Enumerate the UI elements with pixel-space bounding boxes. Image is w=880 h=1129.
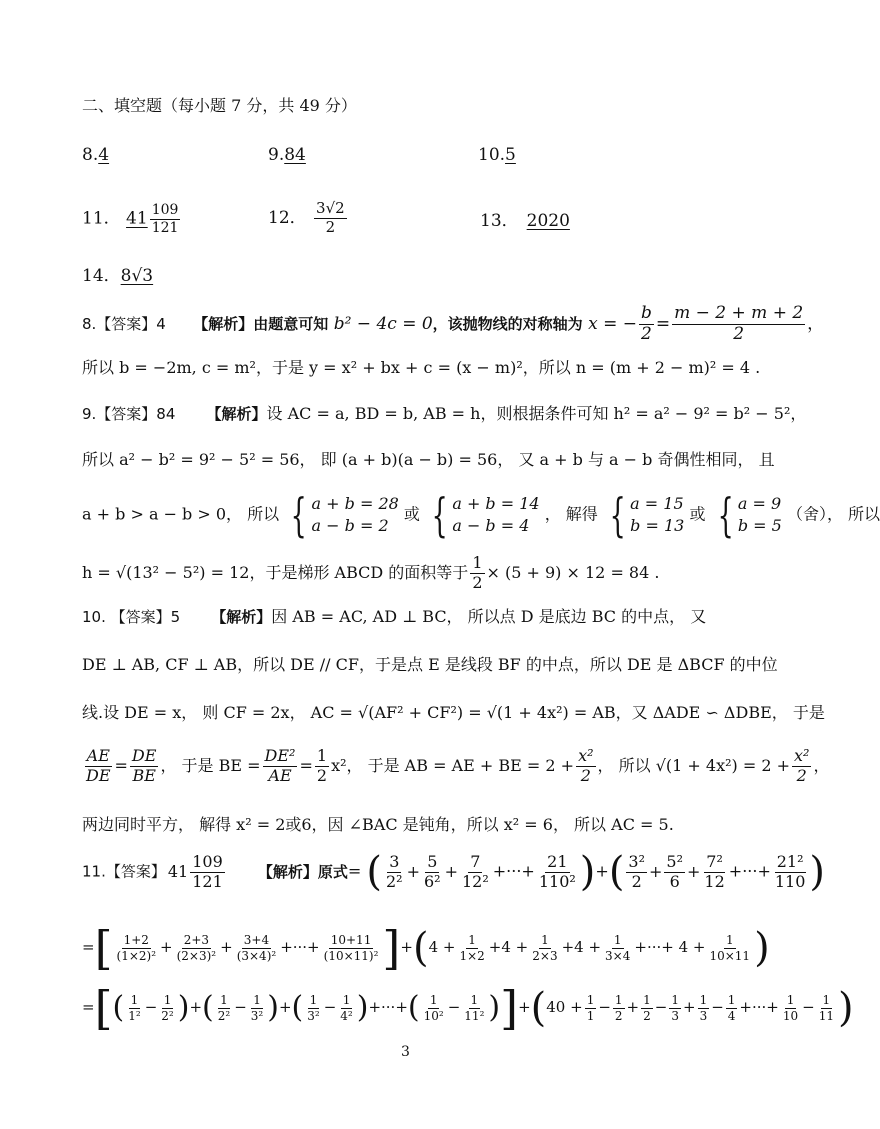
system-2: { a + b = 14 a − b = 4 (431, 488, 540, 542)
term-fraction: $\frac{3+4}{\text{(3×4)²}}$ (236, 932, 277, 963)
system-3: { a = 15 b = 13 (609, 488, 685, 542)
term-fraction: $\frac{1}{2}$ (614, 992, 623, 1023)
row-2-group-b: 4 + $\frac{1}{1\times 2}$ +4 + $\frac{1}{2\times 3}$ +4 + $\frac{1}{3\times 4}$ (428, 932, 631, 963)
group-1-terms: $\frac{3}{\text{2²}}$ + $\frac{5}{\text{6²}}$ + $\frac{7}{\text{12²}}$ (385, 851, 489, 891)
system-1: { a + b = 28 a − b = 2 (290, 488, 399, 542)
term-fraction: $\frac{1+2}{\text{(1×2)²}}$ (116, 932, 157, 963)
solution-9-line1: 9.【答案】84 【解析】设 AC = a, BD = b, AB = h，则根据条件可知 h² = a² − 9² = b² − 5²， (82, 404, 807, 423)
term-fraction: $\frac{3}{\text{2²}}$ (385, 851, 403, 891)
solution-10-line4: $\frac{AE}{DE}$ = $\frac{DE}{BE}$ ， 于是 BE = $\frac{\text{DE²}}{AE}$ = $\frac{1}{2}$ x²， 于是 AB = AE + BE = 2 + $\frac{\text{x²}}{2}$ ， 所以 √(1 + 4x²) = 2 + $\frac{\text{x²}}{2}$ ， (86, 746, 830, 785)
solution-8-line2: 所以 b = −2m, c = m²，于是 y = x² + bx + c = (x − m)²，所以 n = (m + 2 − m)² = 4 . (82, 358, 761, 377)
term-fraction: $\frac{1}{3\times 4}$ (605, 932, 631, 963)
solution-10-line5: 两边同时平方， 解得 x² = 2或6，因 ∠BAC 是钝角，所以 x² = 6， 所以 AC = 5. (82, 815, 674, 834)
solution-8-line1: 8.【答案】4 【解析】由题意可知 b² − 4c = 0，该抛物线的对称轴为 x = − $\frac{b}{2}$ = $\frac{m - 2 + m + 2}{2}$ ， (82, 303, 825, 344)
term-fraction: $\frac{1}{2}$ (643, 992, 651, 1023)
row-3-group-b: $\frac{1}{1}$ − $\frac{1}{2}$ + $\frac{1}{2}$ − $\frac{1}{3}$ + $\frac{1}{3}$ − $\frac{1}{4}$ (586, 992, 736, 1023)
term-fraction: $\frac{1}{3}$ (671, 992, 679, 1023)
term-fraction: $\frac{1}{\text{3²}}$ (307, 992, 320, 1023)
term-fraction: $\frac{2+3}{\text{(2×3)²}}$ (176, 932, 217, 963)
term-fraction: $\frac{1}{1\times 2}$ (459, 932, 485, 963)
term-fraction: $\frac{1}{3}$ (699, 992, 708, 1023)
term-fraction: $\frac{5}{\text{6²}}$ (423, 851, 441, 891)
page-number: 3 (401, 1044, 410, 1060)
solution-9-line2: 所以 a² − b² = 9² − 5² = 56， 即 (a + b)(a − b) = 56， 又 a + b 与 a − b 奇偶性相同， 且 (82, 450, 775, 469)
answer-14: 14．8√3 (82, 266, 154, 286)
row-2-group-a: $\frac{1+2}{\text{(1×2)²}}$ + $\frac{2+3}{\text{(2×3)²}}$ + $\frac{3+4}{\text{(3×4)²}}$ (116, 932, 277, 963)
row-3-group-a: ( $\frac{1}{\text{1²}}$ − $\frac{1}{\text{2²}}$ )+( $\frac{1}{\text{2²}}$ − $\frac{1}{\text{3²}}$ )+( $\frac{1}{\text{3²}}$ − $\frac{1}{\text{4²}}$ ) (112, 990, 369, 1025)
group-2-terms: $\frac{\text{3²}}{2}$ + $\frac{\text{5²}}{6}$ + $\frac{\text{7²}}{12}$ (628, 851, 725, 891)
answer-10: 10.5 (478, 145, 516, 165)
term-fraction: $\frac{1}{\text{3²}}$ (250, 992, 264, 1023)
answer-12: 12． $\frac{3√2}{2}$ (268, 199, 345, 236)
solution-11-line3: =[( $\frac{1}{\text{1²}}$ − $\frac{1}{\text{2²}}$ )+( $\frac{1}{\text{2²}}$ − $\frac{1}{\text{3²}}$ )+( $\frac{1}{\text{3²}}$ − $\frac{1}{\text{4²}}$ )+···+( $\frac{1}{\text{10²}}$ − $\frac{1}{\text{11²}}$ )]+(40 + $\frac{1}{1}$ − $\frac{1}{2}$ + $\frac{1}{2}$ − $\frac{1}{3}$ + $\frac{1}{3}$ − $\frac{1}{4}$ +···+ $\frac{1}{10}$ − $\frac{1}{11}$ ) (82, 981, 854, 1035)
solution-11-line2: =[ $\frac{1+2}{\text{(1×2)²}}$ + $\frac{2+3}{\text{(2×3)²}}$ + $\frac{3+4}{\text{(3×4)²}}$ +···+ $\frac{10+11}{\text{(10×11)²}}$ ]+(4 + $\frac{1}{1\times 2}$ +4 + $\frac{1}{2\times 3}$ +4 + $\frac{1}{3\times 4}$ +···+ 4 + $\frac{1}{10\times 11}$ ) (82, 921, 770, 975)
term-fraction: $\frac{7}{\text{12²}}$ (461, 851, 489, 891)
answer-13: 13． 2020 (480, 211, 570, 231)
term-fraction: $\frac{\text{7²}}{12}$ (704, 851, 725, 891)
term-fraction: $\frac{\text{5²}}{6}$ (666, 851, 684, 891)
solution-9-line4: h = √(13² − 5²) = 12，于是梯形 ABCD 的面积等于 $\frac{1}{2}$ × (5 + 9) × 12 = 84 . (82, 553, 660, 592)
term-fraction: $\frac{1}{2\times 3}$ (532, 932, 558, 963)
term-fraction: $\frac{1}{\text{1²}}$ (128, 992, 141, 1023)
section-title: 二、填空题（每小题 7 分，共 49 分） (82, 96, 357, 115)
term-fraction: $\frac{1}{\text{4²}}$ (340, 992, 353, 1023)
solution-10-line3: 线.设 DE = x， 则 CF = 2x， AC = √(AF² + CF²) = √(1 + 4x²) = AB，又 ΔADE ∽ ΔDBE， 于是 (82, 703, 825, 722)
solution-10-line2: DE ⊥ AB, CF ⊥ AB，所以 DE // CF，于是点 E 是线段 BF 的中点，所以 DE 是 ΔBCF 的中位 (82, 655, 778, 674)
solution-10-line1: 10. 【答案】5 【解析】因 AB = AC, AD ⊥ BC， 所以点 D 是底边 BC 的中点， 又 (82, 607, 707, 626)
term-fraction: $\frac{1}{\text{2²}}$ (217, 992, 231, 1023)
answer-11: 11． 41 $\frac{109}{121}$ (82, 202, 179, 236)
term-fraction: $\frac{1}{4}$ (727, 992, 736, 1023)
term-fraction: $\frac{\text{3²}}{2}$ (628, 851, 646, 891)
system-4: { a = 9 b = 5 (717, 488, 782, 542)
solution-11-line1: 11.【答案】 41 $\frac{109}{121}$ 【解析】原式= ( $\frac{3}{\text{2²}}$ + $\frac{5}{\text{6²}}$ + $\frac{7}{\text{12²}}$ +···+ $\frac{21}{\text{110²}}$ )+( $\frac{\text{3²}}{2}$ + $\frac{\text{5²}}{6}$ + $\frac{\text{7²}}{12}$ +···+ $\frac{\text{21²}}{110}$ ) (82, 849, 826, 895)
answer-8: 8.4 (82, 145, 110, 165)
term-fraction: $\frac{1}{\text{2²}}$ (161, 992, 174, 1023)
term-fraction: $\frac{1}{1}$ (586, 992, 595, 1023)
answer-9: 9.84 (268, 145, 306, 165)
solution-9-line3: a + b > a − b > 0， 所以 { a + b = 28 a − b = 2 或 { a + b = 14 a − b = 4 ， 解得 { a = 15 b = 13 或 { a = 9 b = 5 （舍）， 所以 (82, 488, 880, 542)
